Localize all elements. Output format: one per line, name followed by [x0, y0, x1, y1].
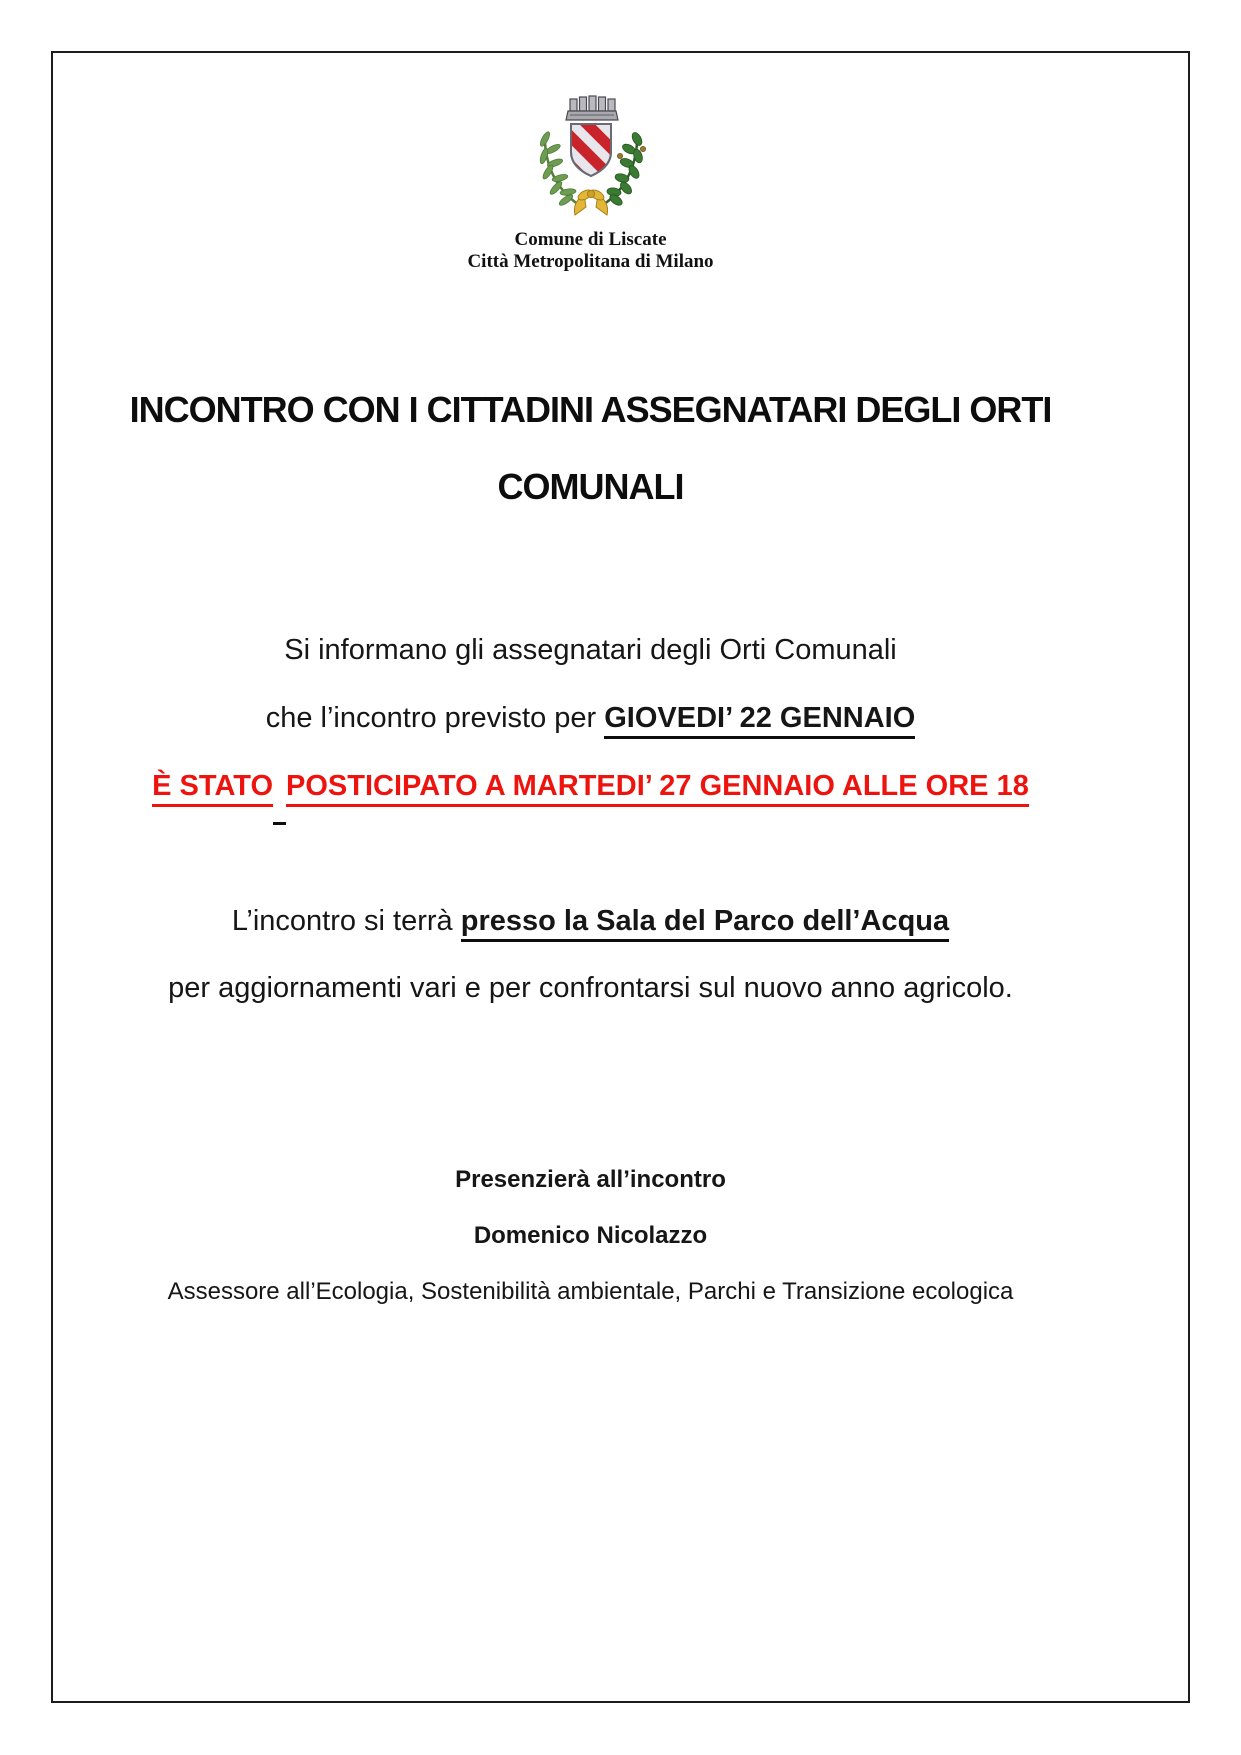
- attendee-role: Assessore all’Ecologia, Sostenibilità ambientale, Parchi e Transizione ecologica: [167, 1278, 1014, 1305]
- intro-line: Si informano gli assegnatari degli Orti Comunali: [284, 634, 897, 666]
- old-date: GIOVEDI’ 22 GENNAIO: [604, 702, 915, 739]
- location-line: [53, 888, 1128, 955]
- page-title-line2: COMUNALI: [497, 466, 684, 507]
- org-name: Comune di Liscate: [514, 229, 667, 250]
- org-subtitle: Città Metropolitana di Milano: [467, 251, 714, 272]
- purpose-line: per aggiornamenti vari e per confrontarsi sul nuovo anno agricolo.: [168, 972, 1013, 1004]
- schedule-line: [53, 684, 1128, 752]
- page-title: [53, 371, 1128, 525]
- content-column: [53, 53, 1128, 1701]
- ribbon-icon: [574, 188, 607, 215]
- municipal-coat-of-arms-icon: [523, 93, 659, 223]
- mural-crown-icon: [566, 96, 618, 120]
- page-title-line1: INCONTRO CON I CITTADINI ASSEGNATARI DEGLI ORTI: [129, 389, 1052, 430]
- attendance-heading: Presenzierà all’incontro: [455, 1166, 726, 1193]
- location-prefix: L’incontro si terrà: [231, 905, 461, 937]
- schedule-prefix: che l’incontro previsto per: [265, 702, 605, 734]
- location-bold: presso la Sala del Parco dell’Acqua: [461, 905, 949, 942]
- postponement-part2: POSTICIPATO A MARTEDI’ 27 GENNAIO ALLE ORE 18: [286, 770, 1029, 807]
- announcement-paragraph: [53, 616, 1128, 825]
- black-underscore: [273, 752, 286, 825]
- location-paragraph: [53, 888, 1128, 1022]
- emblem-wrap: [53, 93, 1128, 228]
- attendee-name: Domenico Nicolazzo: [473, 1222, 708, 1249]
- postponement-part1: È STATO: [152, 770, 273, 807]
- page-border: [51, 51, 1190, 1703]
- attendance-block: [53, 1152, 1128, 1320]
- org-header: [53, 229, 1128, 273]
- postponement-line: [53, 752, 1128, 825]
